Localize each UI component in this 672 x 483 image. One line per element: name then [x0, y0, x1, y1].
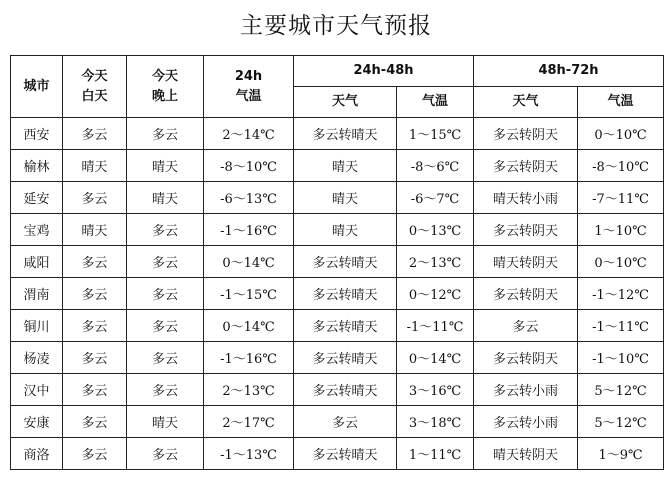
cell-48h-weather: 多云转晴天: [294, 342, 397, 374]
header-48-temp: 气温: [397, 87, 474, 118]
table-header: [11, 56, 664, 118]
cell-today-night: 多云: [127, 342, 204, 374]
cell-48h-temp: 1～11℃: [397, 438, 474, 470]
cell-today-day: 多云: [63, 310, 127, 342]
cell-72h-temp: -1～12℃: [578, 278, 664, 310]
cell-today-night: 多云: [127, 374, 204, 406]
cell-72h-temp: -7～11℃: [578, 182, 664, 214]
table-row: [11, 182, 664, 214]
cell-48h-weather: 晴天: [294, 182, 397, 214]
header-today-day: [63, 56, 127, 118]
header-today-night-line1: 今天: [151, 68, 178, 84]
cell-48h-weather: 多云转晴天: [294, 374, 397, 406]
cell-today-day: 多云: [63, 374, 127, 406]
cell-72h-weather: 多云转阴天: [474, 214, 578, 246]
cell-48h-weather: 多云转晴天: [294, 246, 397, 278]
cell-today-night: 多云: [127, 118, 204, 150]
cell-72h-temp: 5～12℃: [578, 406, 664, 438]
cell-48h-weather: 晴天: [294, 150, 397, 182]
cell-today-day: 多云: [63, 118, 127, 150]
cell-48h-temp: 0～13℃: [397, 214, 474, 246]
cell-today-day: 多云: [63, 182, 127, 214]
table-row: [11, 406, 664, 438]
header-24h-temp-line1: 24h: [234, 68, 263, 84]
header-72-weather: 天气: [474, 87, 578, 118]
header-today-day-line1: 今天: [81, 68, 108, 84]
cell-48h-weather: 多云转晴天: [294, 438, 397, 470]
header-today-night: [127, 56, 204, 118]
cell-24h-temp: -8～10℃: [204, 150, 294, 182]
cell-city: 商洛: [11, 438, 63, 470]
cell-48h-temp: 2～13℃: [397, 246, 474, 278]
header-48h-72h: 48h-72h: [474, 56, 664, 87]
cell-48h-temp: -1～11℃: [397, 310, 474, 342]
header-today-night-line2: 晚上: [151, 88, 178, 104]
cell-72h-temp: -1～10℃: [578, 342, 664, 374]
table-row: [11, 246, 664, 278]
cell-24h-temp: 2～14℃: [204, 118, 294, 150]
cell-today-night: 多云: [127, 278, 204, 310]
cell-today-day: 多云: [63, 278, 127, 310]
table-row: [11, 278, 664, 310]
cell-24h-temp: -1～16℃: [204, 214, 294, 246]
forecast-table: [10, 55, 664, 470]
cell-48h-temp: 0～12℃: [397, 278, 474, 310]
cell-today-day: 晴天: [63, 150, 127, 182]
cell-72h-weather: 多云转阴天: [474, 342, 578, 374]
page-title: 主要城市天气预报: [240, 13, 432, 39]
header-48-weather: 天气: [294, 87, 397, 118]
cell-today-night: 多云: [127, 310, 204, 342]
cell-today-night: 多云: [127, 246, 204, 278]
cell-72h-weather: 多云转阴天: [474, 118, 578, 150]
cell-today-night: 晴天: [127, 182, 204, 214]
cell-24h-temp: -6～13℃: [204, 182, 294, 214]
cell-today-day: 晴天: [63, 214, 127, 246]
cell-city: 汉中: [11, 374, 63, 406]
cell-24h-temp: -1～13℃: [204, 438, 294, 470]
cell-today-day: 多云: [63, 438, 127, 470]
header-24h-temp-line2: 气温: [235, 88, 262, 104]
cell-24h-temp: 2～17℃: [204, 406, 294, 438]
cell-24h-temp: 0～14℃: [204, 246, 294, 278]
cell-city: 宝鸡: [11, 214, 63, 246]
cell-72h-weather: 多云转小雨: [474, 406, 578, 438]
cell-24h-temp: -1～15℃: [204, 278, 294, 310]
cell-48h-weather: 多云转晴天: [294, 118, 397, 150]
cell-72h-weather: 多云转阴天: [474, 150, 578, 182]
cell-72h-weather: 晴天转阴天: [474, 246, 578, 278]
cell-48h-temp: 3～18℃: [397, 406, 474, 438]
header-24h-temp: [204, 56, 294, 118]
cell-city: 榆林: [11, 150, 63, 182]
table-row: [11, 342, 664, 374]
table-row: [11, 118, 664, 150]
table-row: [11, 150, 664, 182]
cell-72h-temp: 1～9℃: [578, 438, 664, 470]
cell-24h-temp: 0～14℃: [204, 310, 294, 342]
cell-city: 咸阳: [11, 246, 63, 278]
cell-48h-temp: -8～6℃: [397, 150, 474, 182]
header-72-temp: 气温: [578, 87, 664, 118]
cell-today-day: 多云: [63, 246, 127, 278]
cell-72h-temp: 0～10℃: [578, 118, 664, 150]
cell-city: 渭南: [11, 278, 63, 310]
table-row: [11, 438, 664, 470]
cell-72h-temp: 0～10℃: [578, 246, 664, 278]
table-row: [11, 214, 664, 246]
cell-72h-weather: 多云转阴天: [474, 278, 578, 310]
cell-city: 杨凌: [11, 342, 63, 374]
cell-72h-weather: 晴天转小雨: [474, 182, 578, 214]
cell-city: 延安: [11, 182, 63, 214]
cell-48h-weather: 多云转晴天: [294, 278, 397, 310]
table-body: [11, 118, 664, 470]
cell-72h-weather: 多云转小雨: [474, 374, 578, 406]
cell-today-day: 多云: [63, 406, 127, 438]
cell-today-night: 晴天: [127, 406, 204, 438]
cell-72h-temp: 1～10℃: [578, 214, 664, 246]
cell-today-night: 晴天: [127, 150, 204, 182]
cell-72h-weather: 多云: [474, 310, 578, 342]
cell-city: 铜川: [11, 310, 63, 342]
cell-today-night: 多云: [127, 214, 204, 246]
cell-24h-temp: 2～13℃: [204, 374, 294, 406]
header-city: 城市: [11, 56, 63, 118]
cell-48h-temp: -6～7℃: [397, 182, 474, 214]
table-row: [11, 374, 664, 406]
cell-today-day: 多云: [63, 342, 127, 374]
cell-city: 安康: [11, 406, 63, 438]
header-today-day-line2: 白天: [81, 88, 108, 104]
cell-72h-temp: 5～12℃: [578, 374, 664, 406]
cell-72h-weather: 晴天转阴天: [474, 438, 578, 470]
cell-72h-temp: -1～11℃: [578, 310, 664, 342]
cell-48h-temp: 3～16℃: [397, 374, 474, 406]
cell-48h-weather: 多云: [294, 406, 397, 438]
cell-city: 西安: [11, 118, 63, 150]
cell-48h-temp: 0～14℃: [397, 342, 474, 374]
cell-48h-temp: 1～15℃: [397, 118, 474, 150]
header-24h-48h: 24h-48h: [294, 56, 474, 87]
cell-48h-weather: 多云转晴天: [294, 310, 397, 342]
cell-72h-temp: -8～10℃: [578, 150, 664, 182]
cell-24h-temp: -1～16℃: [204, 342, 294, 374]
cell-48h-weather: 晴天: [294, 214, 397, 246]
table-row: [11, 310, 664, 342]
cell-today-night: 多云: [127, 438, 204, 470]
